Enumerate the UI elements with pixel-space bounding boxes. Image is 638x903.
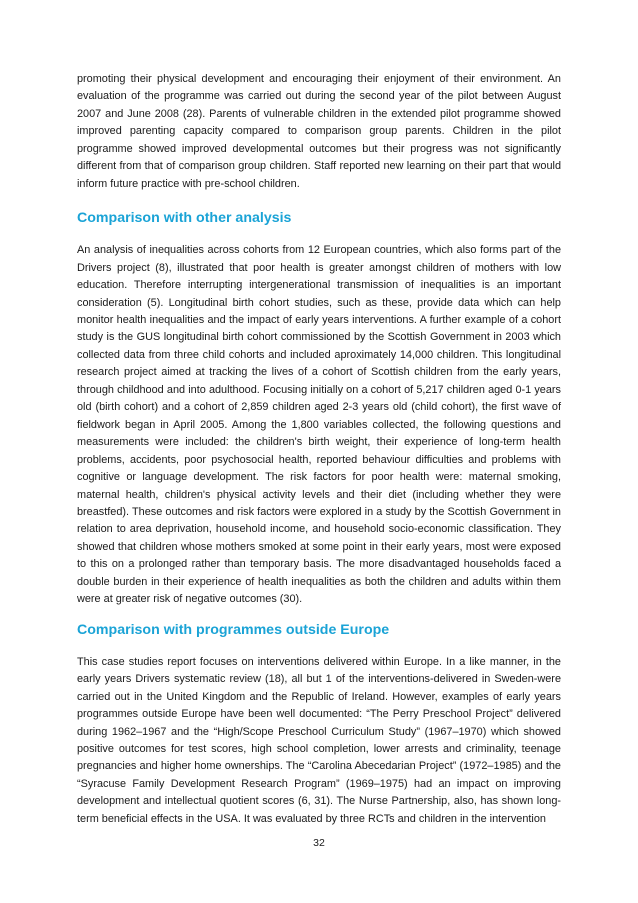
section-heading: Comparison with programmes outside Europe: [77, 621, 390, 638]
section-heading: Comparison with other analysis: [77, 210, 292, 227]
body-paragraph: This case studies report focuses on interventions delivered within Europe. In a like manner, in the early years Drivers systematic review (18), all but 1 of the interventions-delivered in Sweden-were carried out in the United Kingdom and the Republic of Ireland. However, examples of early years programmes outside Europe have been well documented: “The Perry Preschool Project” delivered during 1962–1967 and the “High/Scope Preschool Curriculum Study” (1967–1970) which showed positive outcomes for test scores, high school completion, lower arrests and criminality, teenage pregnancies and higher home ownerships. The “Carolina Abecedarian Project” (1972–1985) and the “Syracuse Family Development Research Program” (1969–1975) had an impact on improving development and intellectual quotient scores (6, 31). The Nurse Partnership, also, has shown long-term beneficial effects in the USA. It was evaluated by three RCTs and children in the intervention: [77, 655, 561, 825]
page-content: [77, 71, 561, 828]
page-number: 32: [313, 837, 325, 849]
body-paragraph: An analysis of inequalities across cohorts from 12 European countries, which also forms part of the Drivers project (8), illustrated that poor health is greater amongst children of mothers with low education. Therefore interrupting intergenerational transmission of inequalities is an important consideration (5). Longitudinal birth cohort studies, such as these, provide data which can help monitor health inequalities and the impact of early years interventions. A further example of a cohort study is the GUS longitudinal birth cohort commissioned by the Scottish Government in 2003 which collected data from three child cohorts and included aproximately 14,000 children. This longitudinal research project aimed at tracking the lives of a cohort of Scottish children from the early years, through childhood and into adulthood. Focusing initially on a cohort of 5,217 children aged 0-1 years old (birth cohort) and a cohort of 2,859 children aged 2-3 years old (child cohort), the first wave of fieldwork began in April 2005. Among the 1,800 variables collected, the following questions and measurements were included: the children's birth weight, their experience of long-term health problems, accidents, poor psychosocial health, reported behaviour difficulties and problems with cognitive or language development. The risk factors for poor health were: maternal smoking, maternal health, children's physical activity levels and their diet (including whether they were breastfed). These outcomes and risk factors were explored in a study by the Scottish Government in relation to area deprivation, household income, and household socio-economic classification. They showed that children whose mothers smoked at some point in their early years, most were exposed to this on a prolonged rather than temporary basis. The more disadvantaged households faced a double burden in their experience of health inequalities as both the children and adults within them were at greater risk of negative outcomes (30).: [77, 244, 561, 606]
body-paragraph: promoting their physical development and encouraging their enjoyment of their environment. An evaluation of the programme was carried out during the second year of the pilot between August 2007 and June 2008 (28). Parents of vulnerable children in the extended pilot programme showed improved parenting capacity compared to comparison group parents. Children in the pilot programme showed improved developmental outcomes but their progress was not significantly different from that of comparison group children. Staff reported new learning on their part that would inform future practice with pre-school children.: [77, 73, 561, 190]
